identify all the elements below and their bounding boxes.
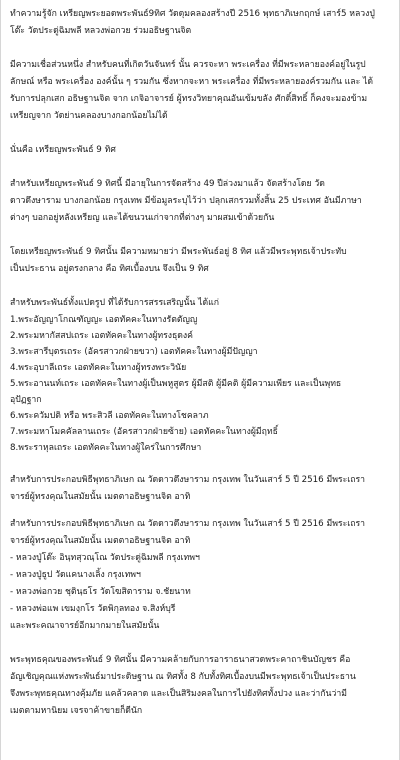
text-line: อัญเชิญคุณแห่งพระพันธ์มาประดิษฐาน ณ ทิศทั้ง 8 กับทั้งทิศเบื้องบนมีพระพุทธเจ้าเป็นประธาน [10, 672, 356, 682]
text-line: รับการปลุกเสก อธิษฐานจิต จาก เกจิอาจารย์ ผู้ทรงวิทยาคุณอันเข้มขลัง ศักดิ์สิทธิ์ ก็คงจะมองข้าม [10, 94, 368, 104]
blessing-paragraph [10, 652, 393, 720]
list-item: 3.พระสารีบุตรเถระ (อัครสาวกฝ่ายขวา) เอตทัคคะในทางผู้มีปัญญา [10, 347, 258, 357]
text-line: ต่างๆ บอกอยู่หลังเหรียญ และได้ขนวนเก่าจากที่ต่างๆ มาผสมเข้าด้วยกัน [10, 213, 275, 223]
meaning-paragraph [10, 244, 393, 278]
list-item: 5.พระอานนท์เถระ เอตทัคคะในทางผู้เป็นพหูสูตร ผู้มีสติ ผู้มีคติ ผู้มีความเพียร และเป็นพุทธ [10, 379, 342, 389]
text-line: - หลวงพ่อกวย ชุตินฺธโร วัดโฆสิตาราม จ.ชัยนาท [10, 587, 191, 597]
list-item: อุปัฏฐาก [10, 395, 42, 405]
list-item: 1.พระอัญญาโกณฑัญญะ เอตทัคคะในทางรัตตัญญู [10, 315, 198, 325]
disciples-list [10, 312, 393, 456]
text-line: และพระคณาจารย์อีกมากมายในสมัยนั้น [10, 621, 160, 631]
ceremony-paragraph [10, 472, 393, 506]
text-line: จารย์ผู้ทรงคุณในสมัยนั้น เมตตาอธิษฐานจิต อาทิ [10, 536, 191, 546]
list-item: 2.พระมหากัสสปเถระ เอตทัคคะในทางผู้ทรงธุดงค์ [10, 331, 193, 341]
text-line: จึงพระพุทธคุณทางคุ้มภัย แคล้วคลาด และเป็นสิริมงคลในการไปยังทิศทั้งปวง และว่ากันว่ามี [10, 689, 347, 699]
text-line: โดยเหรียญพระพันธ์ 9 ทิศนั้น มีความหมายว่า มีพระพันธ์อยู่ 8 ทิศ แล้วมีพระพุทธเจ้าประทับ [10, 247, 347, 257]
list-item: 6.พระควัมปติ หรือ พระสิวลี เอตทัคคะในทางโชคลาภ [10, 411, 209, 421]
text-line: โต๊ะ วัดประดู่ฉิมพลี หลวงพ่อกวย ร่วมอธิษฐานจิต [10, 26, 192, 36]
belief-paragraph [10, 57, 393, 125]
text-line: สำหรับเหรียญพระพันธ์ 9 ทิศนี้ มีอายุในการจัดสร้าง 49 ปีล่วงมาแล้ว จัดสร้างโดย วัด [10, 179, 325, 189]
ceremony-monks-paragraph [10, 516, 393, 635]
list-item: 7.พระมหาโมคคัลลานเถระ (อัครสาวกฝ่ายซ้าย) เอตทัคคะในทางผู้มีฤทธิ์ [10, 427, 278, 437]
list-item: 8.พระราหุลเถระ เอตทัคคะในทางผู้ใคร่ในการศึกษา [10, 443, 202, 453]
text-line: จารย์ผู้ทรงคุณในสมัยนั้น เมตตาอธิษฐานจิต อาทิ [10, 492, 191, 502]
text-line: ทำความรู้จัก เหรียญพระยอดพระพันธ์9ทิศ วัดดุมคลองสร้างปี 2516 พุทธาภิเษกฤกษ์ เสาร์5 หลวงปู่ [10, 9, 375, 19]
text-line: - หลวงพ่อแพ เขมงฺกโร วัดพิกุลทอง จ.สิงห์บุรี [10, 604, 176, 614]
text-line: - หลวงปู่โต๊ะ อินฺทสุวณฺโณ วัดประดู่ฉิมพลี กรุงเทพฯ [10, 553, 200, 563]
text-line: เป็นประธาน อยู่ตรงกลาง คือ ทิศเบื้องบน จึงเป็น 9 ทิศ [10, 264, 209, 274]
text-line: พระพุทธคุณของพระพันธ์ 9 ทิศนั้น มีความคล้ายกับการอาราธนาสวดพระคาถาชินบัญชร คือ [10, 655, 351, 665]
text-line: มีความเชื่อส่วนหนึ่ง สำหรับคนที่เกิดวันจันทร์ นั้น ควรจะหา พระเครื่อง ที่มีพระหลายองค์อยู่ในรูป [10, 60, 366, 70]
text-line: สำหรับการประกอบพิธีพุทธาภิเษก ณ วัดดาวดึงษาราม กรุงเทพ ในวันเสาร์ 5 ปี 2516 มีพระเถรา [10, 519, 366, 529]
text-line: ดาวดึงษาราม บางกอกน้อย กรุงเทพ มีข้อมูลระบุไว้ว่า ปลุกเสกรวมทั้งสิ้น 25 ประเทศ อันมีภาษา [10, 196, 362, 206]
text-line: เหรียญจาก วัดย่านคลองบางกอกน้อยไม่ได้ [10, 111, 168, 121]
text-line: ลักษณ์ หรือ พระเครื่อง องค์นั้น ๆ รวมกัน ซึ่งหากจะหา พระเครื่อง ที่มีพระหลายองค์รวมกัน และ ได้ [10, 77, 374, 87]
text-line: สำหรับการประกอบพิธีพุทธาภิเษก ณ วัดดาวดึงษาราม กรุงเทพ ในวันเสาร์ 5 ปี 2516 มีพระเถรา [10, 475, 366, 485]
text-line: - หลวงปู่ธูป วัดแคนางเลิ้ง กรุงเทพฯ [10, 570, 141, 580]
text-line: เมตตามหานิยม เจรจาค้าขายก็ดีนัก [10, 706, 143, 716]
disciples-list-heading: สำหรับพระพันธ์ทั้งแปดรูป ที่ได้รับการสรรเสริญนั้น ได้แก่ [10, 298, 219, 308]
intro-paragraph [10, 6, 393, 40]
subject-paragraph [10, 142, 393, 159]
text-line: นั่นคือ เหรียญพระพันธ์ 9 ทิศ [10, 145, 116, 155]
list-item: 4.พระอุบาลีเถระ เอตทัคคะในทางผู้ทรงพระวินัย [10, 363, 187, 373]
history-paragraph [10, 176, 393, 227]
